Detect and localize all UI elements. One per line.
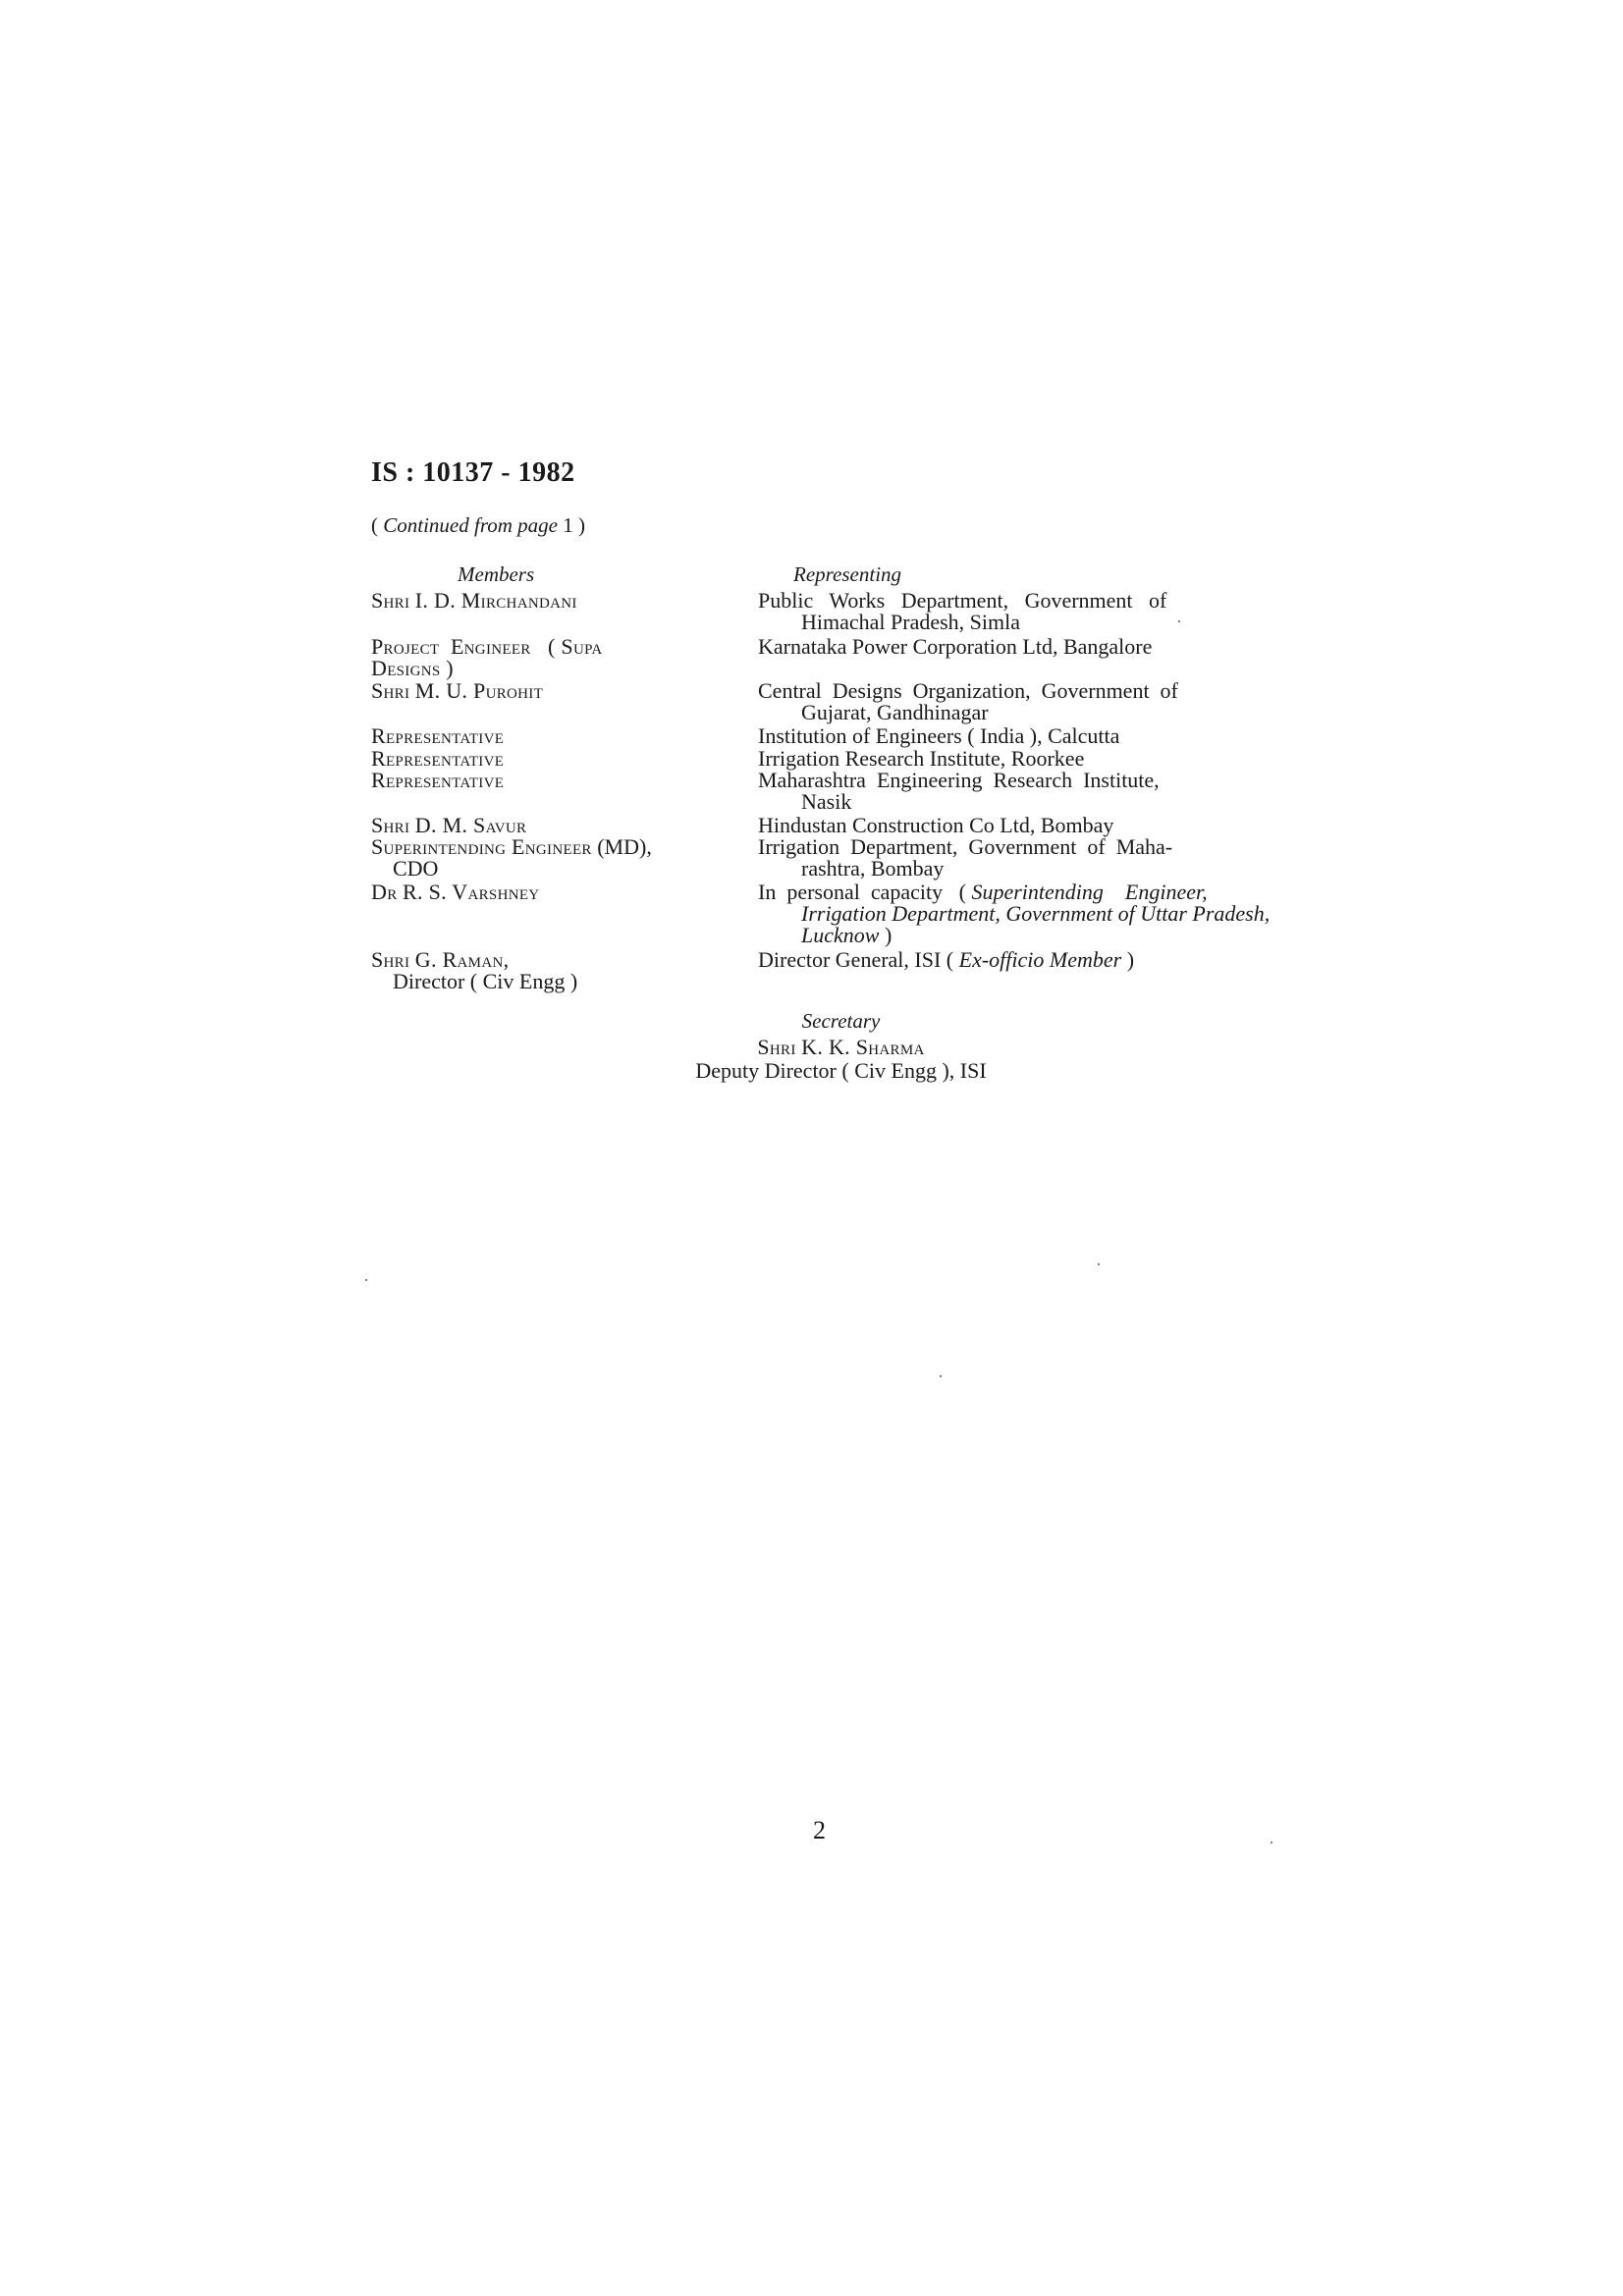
member-entry: Shri I. D. Mirchandani xyxy=(371,588,577,613)
member-entry: Representative xyxy=(371,746,505,771)
member-entry: Representative xyxy=(371,768,505,792)
scan-speck xyxy=(1098,1263,1100,1265)
representing-entry: Director General, ISI ( Ex-officio Member ) xyxy=(758,947,1135,972)
representing-entry: Public Works Department, Government of Himachal Pradesh, Simla xyxy=(758,588,1167,634)
member-entry: Shri M. U. Purohit xyxy=(371,678,544,703)
page-number: 2 xyxy=(813,1816,826,1844)
representing-entry: Hindustan Construction Co Ltd, Bombay xyxy=(758,813,1114,837)
secretary-name: Shri K. K. Sharma xyxy=(757,1035,925,1059)
member-entry: Project Engineer ( Supa Designs ) xyxy=(371,634,603,680)
scan-speck xyxy=(1178,620,1180,622)
members-column-heading: Members xyxy=(458,562,535,586)
scan-speck xyxy=(940,1375,942,1377)
representing-entry: Maharashtra Engineering Research Institute, Nasik xyxy=(758,768,1160,814)
secretary-title: Deputy Director ( Civ Engg ), ISI xyxy=(695,1058,987,1083)
member-entry: Shri G. Raman, Director ( Civ Engg ) xyxy=(371,947,578,993)
representing-entry: Irrigation Research Institute, Roorkee xyxy=(758,746,1085,771)
representing-entry: Irrigation Department, Government of Maha- rashtra, Bombay xyxy=(758,834,1173,881)
representing-entry: Central Designs Organization, Government of Gujarat, Gandhinagar xyxy=(758,678,1178,724)
representing-entry: In personal capacity ( Superintending Engineer, Irrigation Department, Government of Uttar Pradesh, Lucknow ) xyxy=(758,880,1271,947)
member-entry: Shri D. M. Savur xyxy=(371,813,527,837)
member-entry: Dr R. S. Varshney xyxy=(371,880,540,904)
secretary-heading: Secretary xyxy=(801,1009,881,1033)
representing-column-heading: Representing xyxy=(793,562,902,586)
representing-entry: Karnataka Power Corporation Ltd, Bangalore xyxy=(758,634,1153,659)
scan-speck xyxy=(1271,1842,1272,1843)
scan-speck xyxy=(365,1279,367,1281)
continued-note: ( Continued from page 1 ) xyxy=(371,513,585,537)
standard-number: IS : 10137 - 1982 xyxy=(371,457,575,488)
representing-entry: Institution of Engineers ( India ), Calcutta xyxy=(758,723,1120,748)
member-entry: Representative xyxy=(371,723,505,748)
member-entry: Superintending Engineer (MD), CDO xyxy=(371,834,652,881)
